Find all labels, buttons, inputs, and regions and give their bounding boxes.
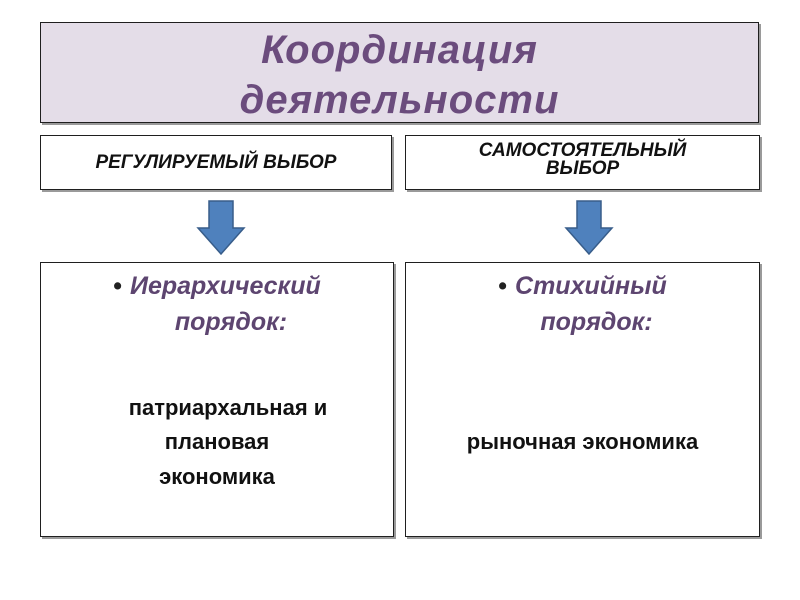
bullet-line-2: порядок: [174, 308, 288, 336]
header-regulated-choice [40, 135, 392, 190]
header-independent-choice [405, 135, 760, 190]
bullet-item-spontaneous-cont [406, 307, 759, 338]
diagram-title [240, 25, 560, 125]
title-line-1: Координация [261, 27, 538, 72]
header-regulated-choice-label: РЕГУЛИРУЕМЫЙ ВЫБОР [95, 151, 337, 173]
header-independent-choice-line-2: ВЫБОР [545, 157, 620, 179]
content-box-hierarchical [40, 262, 394, 537]
bullet-symbol: • [113, 272, 122, 300]
bullet-item-spontaneous [406, 271, 759, 302]
bullet-line-2: порядок: [540, 308, 653, 336]
bullet-line-1: Иерархический [129, 272, 321, 300]
body-line-1: рыночная экономика [466, 429, 699, 454]
bullet-item-hierarchical-cont [41, 307, 393, 338]
body-line-1: патриархальная и [128, 395, 328, 420]
bullet-line-1: Стихийный [515, 272, 667, 300]
bullet-symbol: • [498, 272, 508, 300]
down-arrow-icon [196, 200, 246, 256]
header-independent-choice-line-1: САМОСТОЯТЕЛЬНЫЙ [478, 139, 687, 161]
body-line-2: плановая [164, 429, 270, 454]
down-arrow-icon [564, 200, 614, 256]
title-box [40, 22, 759, 123]
title-line-2: деятельности [239, 77, 560, 122]
content-box-spontaneous [405, 262, 760, 537]
body-line-3: экономика [159, 464, 275, 489]
bullet-item-hierarchical [41, 271, 393, 302]
